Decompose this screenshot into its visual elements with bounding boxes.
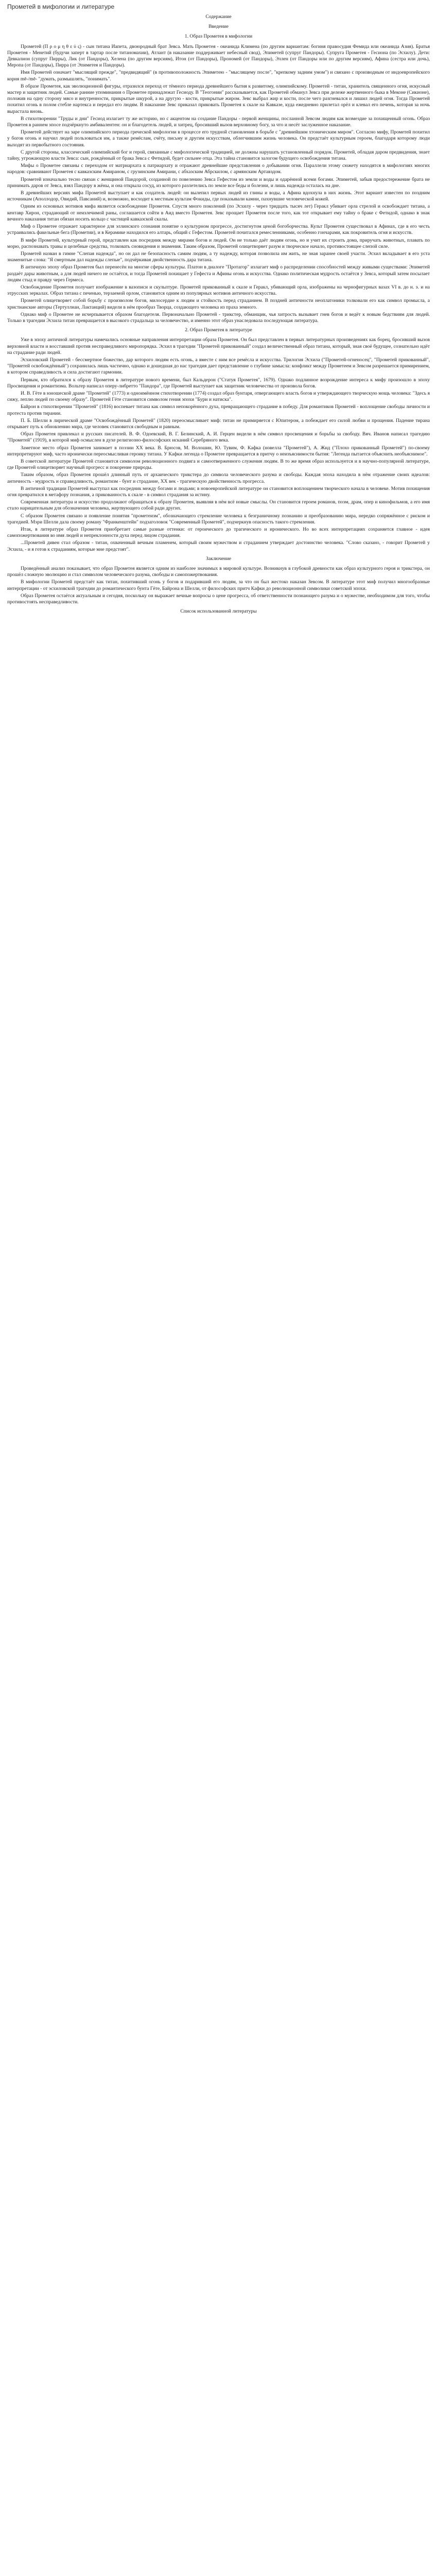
paragraph: Прометей олицетворяет собой борьбу с произволом богов, милосердие к людям и стойкость перед страданием. В поздней античности неоплатоники толковали его как символ промысла, а христианские авторы (Тертуллиан, Лактанций) видели в нём прообраз Творца, создающего человека из праха земного. [7, 298, 430, 310]
paragraph: П. Б. Шелли в лирической драме "Освобождённый Прометей" (1820) переосмысливает миф: титан не примиряется с Юпитером, а побеждает его силой любви и прощения. Падение тирана открывает путь к обновлению мира, где человек становится свободным и равным. [7, 417, 430, 430]
paragraph: Прометей действует на заре олимпийского периода греческой мифологии в процессе его трудной становления в борьбе с "древнейшим хтоническим миром". Согласно мифу, Прометей похитил у богов огонь и научил людей пользоваться им, а также ремёслам, счёту, письму и другим искусствам, облегчившим жизнь человека. Он предстаёт культурным героем, благодаря которому люди выходят из первобытного состояния. [7, 129, 430, 148]
page-title: Прометей в мифологии и литературе [7, 3, 115, 10]
paragraph: Имя Прометей означает "мыслящий прежде", "предвидящий" (в противоположность Эпиметею - "мыслящему после", "крепкому задним умом") и связано с производным от индоевропейского корня mē-/mē- "думать, размышлять, "понимать". [7, 70, 430, 82]
paragraph: В античную эпоху образ Прометея был перенесён на многие сферы культуры. Платон в диалоге "Протагор" излагает миф о распределении способностей между живыми существами: Эпиметей раздаёт дары животным, а для людей ничего не остаётся, и тогда Прометей похищает у Гефеста и Афины огонь и искусства. Однако политическая мудрость остаётся у Зевса, который затем посылает людям стыд и правду через Гермеса. [7, 264, 430, 283]
sections [7, 33, 430, 552]
paragraph: В стихотворении "Труды и дни" Гесиод излагает ту же историю, но с акцентом на создание Пандоры - первой женщины, посланной Зевсом людям как возмездие за похищенный огонь. Образ Прометея в раннем эпосе подчёркнуто амбивалентен: он и благодетель людей, и хитрец, бросивший вызов верховному богу, за что и несёт заслуженное наказание. [7, 115, 430, 128]
paragraph: С образом Прометея связано и появление понятия "прометеизм", обозначающего стремление человека к безграничному познанию и преобразованию мира, нередко сопряжённое с риском и трагедией. Мэри Шелли дала своему роману "Франкенштейн" подзаголовок "Современный Прометей", подчеркнув опасность такого стремления. [7, 513, 430, 525]
paragraph: Миф о Прометее отражает характерное для эллинского сознания понятие о культурном прогрессе, достигнутом ценой богоборчества. Культ Прометея существовал в Афинах, где в его честь устраивались факельные бега (Прометии), и в Керамике находился его алтарь, общий с Гефестом. Прометей почитался ремесленниками, особенно гончарами, как покровитель огня и искусств. [7, 224, 430, 236]
paragraph: Мифы о Прометее связаны с переходом от матриархата к патриархату и отражают древнейшие представления о добывании огня. Параллели этому сюжету находятся в мифологиях многих народов: сравнивают Прометея с кавказским Амираном, с грузинским Амирани, с абхазским Абрскилом, с армянским Артавздом. [7, 163, 430, 175]
paragraph: Прометей (Π ρ ο μ η θ ε ύ ς) - сын титана Иапета, двоюродный брат Зевса. Мать Прометея - океанида Климена (по другим вариантам: богиня правосудия Фемида или океанида Азия). Братья Прометея - Менетий (будучи заперт в тартар после титаномахии), Атлант (в наказание поддерживает небесный свод), Эпиметей (супруг Пандоры). Супруга Прометея - Гесиона (по Эсхилу). Дети: Девкалион (супруг Пирры), Лик (от Пандоры), Хелена (по другим версиям), Итон (от Пандоры), Прономей (от Пандоры), Эллен (от Пандоры или по другим версиям), Афина (сестра или дочь), Меропа (от Пандоры), Пирра (от Эпиметея и Пандоры). [7, 43, 430, 69]
paragraph: В античной традиции Прометей выступал как посредник между богами и людьми; в новоевропейской литературе он становится воплощением творческого начала в человеке. Мотив похищения огня превратился в метафору познания, а прикованность к скале - в символ страдания за истину. [7, 485, 430, 498]
paragraph: Прометей назван в гимне "Слепая надежда", но он дал не безопасность самим людям, а ту надежду, которая позволила им жить, не зная заранее своей участи. Эсхил вкладывает в его уста знаменитые слова: "Я смертным дал надежды слепые", подчёркивая двойственность дара титана. [7, 250, 430, 263]
section-heading: 1. Образ Прометея в мифологии [184, 33, 253, 40]
conclusion-body [7, 566, 430, 605]
paragraph: В образе Прометея, как эволюционной фигуры, отразился переход от тёмного периода древнейшего бытия к развитому, олимпийскому. Прометей - титан, хранитель священного огня, искусный мастер и защитник людей. Самые ранние упоминания о Прометее принадлежат Гесиоду. В "Теогонии" рассказывается, как Прометей обманул Зевса при дележе жертвенного быка в Меконе (Сикионе), положив на одну сторону мясо и внутренности, прикрытые шкурой, а на другую - кости, прикрытые жиром. Зевс выбрал жир и кости, после чего разгневался и лишил людей огня. Тогда Прометей похитил огонь в полом стебле нартекса и передал его людям. В наказание Зевс приказал приковать Прометея к скале на Кавказе, куда ежедневно прилетал орёл и клевал его печень, которая за ночь вырастала вновь. [7, 83, 430, 114]
paragraph: Проведённый анализ показывает, что образ Прометея является одним из наиболее значимых в мировой культуре. Возникнув в глубокой древности как образ культурного героя и трикстера, он прошёл сложную эволюцию и стал символом человеческого разума, свободы и самопожертвования. [7, 566, 430, 578]
bibliography-label: Список использованной литературы [180, 608, 257, 615]
paragraph: Одним из основных мотивов мифа является освобождение Прометея. Спустя много поколений (по Эсхилу - через тридцать тысяч лет) Геракл убивает орла стрелой и освобождает титана, а кентавр Хирон, страдающий от неизлечимой раны, соглашается сойти в Аид вместо Прометея. Зевс прощает Прометея после того, как тот открывает ему тайну о браке с Фетидой, однако в знак вечного наказания титан обязан носить кольцо с частицей кавказской скалы. [7, 204, 430, 222]
paragraph: ...Прометей дивен стал образом - титан, охваченный вечным пламенем, который своим мужеством и страданием утверждает достоинство человека. "Слово сказано, - говорит Прометей у Эсхила, - и я готов к страданиям, которые мне предстоят". [7, 540, 430, 552]
toc-label: Содержание [205, 14, 232, 20]
paragraph: Таким образом, образ Прометея прошёл длинный путь от архаического трикстера до символа человеческого разума и свободы. Каждая эпоха находила в нём отражение своих идеалов: античность - мудрость и справедливость, романтизм - бунт и страдание, XX век - трагическую двойственность прогресса. [7, 472, 430, 484]
paragraph: Освобождение Прометея получает изображение в вазописи и скульптуре. Прометей прикованный к скале и Геракл, убивающий орла, изображены на чернофигурных вазах VI в. до н. э. и на этрусских зеркалах. Образ титана с печенью, терзаемой орлом, становится одним из популярных мотивов античного искусства. [7, 284, 430, 297]
paragraph: Прометей изначально тесно связан с женщиной Пандорой, созданной по повелению Зевса Гефестом из земли и воды и одарённой всеми богами. Эпиметей, забыв предостережение брата не принимать даров от Зевса, взял Пандору в жёны, и она открыла сосуд, из которого разлетелись по земле все беды и болезни, и лишь надежда осталась на дне. [7, 176, 430, 189]
document [0, 0, 436, 615]
paragraph: В советской литературе Прометей становится символом революционного подвига и самоотверженного служения людям. В то же время образ используется и в научно-популярной литературе, где Прометей олицетворяет научный прогресс и покорение природы. [7, 459, 430, 471]
section-heading: 2. Образ Прометея в литературе [185, 327, 252, 333]
paragraph: Первым, кто обратился к образу Прометея в литературе нового времени, был Кальдерон ("Статуя Прометея", 1679). Однако подлинное возрождение интереса к мифу произошло в эпоху Просвещения и романтизма. Вольтер написал оперу-либретто "Пандора", где Прометей выступает как защитник человечества от произвола богов. [7, 377, 430, 389]
paragraph: Заметное место образ Прометея занимает в поэзии XX века. В. Брюсов, М. Волошин, Ю. Тувим, Ф. Кафка (новелла "Прометей"), А. Жид ("Плохо прикованный Прометей") по-своему интерпретируют миф, часто иронически переосмысливая героику титана. У Кафки легенда о Прометее превращается в притчу о неизъяснимости бытия: "Легенда пытается объяснить необъяснимое". [7, 445, 430, 457]
intro-label: Введение [208, 24, 229, 30]
paragraph: Эсхиловский Прометей - бессмертное божество, дар которого людям есть огонь, а вместе с ним все ремёсла и искусства. Трилогия Эсхила ("Прометей-огненосец", "Прометей прикованный", "Прометей освобождённый") сохранилась лишь частично, однако и дошедшая до нас трагедия дает представление о глубине замысла: конфликт между Прометеем и Зевсом разрешается примирением, в котором справедливость и сила достигают гармонии. [7, 357, 430, 376]
paragraph: Однако миф о Прометее не исчерпывается образом благодетеля. Первоначально Прометей - трикстер, обманщик, чья хитрость вызывает гнев богов и ведёт к новым бедствиям для людей. Только в трагедии Эсхила титан превращается в высокого страдальца за человечество, и именно этот образ унаследовала последующая литература. [7, 311, 430, 324]
section [7, 33, 430, 324]
paragraph: Образ Прометея остаётся актуальным и сегодня, поскольку он выражает вечные вопросы о цене прогресса, об ответственности познающего разума и о мужестве, необходимом для того, чтобы противостоять несправедливости. [7, 592, 430, 605]
paragraph: В древнейших версиях мифа Прометей выступает и как создатель людей: он вылепил первых людей из глины и воды, а Афина вдохнула в них жизнь. Этот вариант известен по поздним источникам (Аполлодор, Овидий, Павсаний) и, возможно, восходит к местным культам Фокиды, где показывали камни, пахнувшие человеческой кожей. [7, 190, 430, 202]
paragraph: Современная литература и искусство продолжают обращаться к образу Прометея, выявляя в нём всё новые смыслы. Он становится героем романов, поэм, драм, опер и кинофильмов, а его имя стало нарицательным для обозначения человека, жертвующего собой ради других. [7, 499, 430, 512]
paragraph: Байрон в стихотворении "Прометей" (1816) воспевает титана как символ непокорённого духа, превращающего страдание в победу. Для романтиков Прометей - воплощение свободы личности и протеста против тирании. [7, 404, 430, 416]
conclusion-section [7, 556, 430, 605]
paragraph: Итак, в литературе образ Прометея приобретает самые разные оттенки: от героического до трагического и иронического. Но во всех интерпретациях сохраняется главное - идея самопожертвования во имя людей и непреклонности духа перед лицом страдания. [7, 527, 430, 539]
paragraph: Образ Прометея привлекал и русских писателей. В. Ф. Одоевский, В. Г. Белинский, А. И. Герцен видели в нём символ просвещения и борьбы за свободу. Вяч. Иванов написал трагедию "Прометей" (1919), в которой миф осмыслен в духе религиозно-философских исканий Серебряного века. [7, 431, 430, 444]
paragraph: Уже в эпоху античной литературы намечались основные направления интерпретации образа Прометея. Он был представлен в первых литературных произведениях как борец, бросивший вызов верховной власти и восставший против несправедливого миропорядка. Эсхил в трагедии "Прометей прикованный" создал величественный образ титана, который, зная своё будущее, сознательно идёт на страдание ради людей. [7, 337, 430, 355]
paragraph: И. В. Гёте в юношеской драме "Прометей" (1773) и одноимённом стихотворении (1774) создал образ бунтаря, отвергающего власть богов и утверждающего творческую мощь человека: "Здесь я сижу, леплю людей по своему образу". Прометей Гёте становится символом гения эпохи "Бури и натиска". [7, 390, 430, 403]
paragraph: С другой стороны, классический олимпийский бог и герой, связанные с мифологической традицией, не должны нарушать установленный порядок. Прометей, обладая даром предвидения, знает тайну, угрожающую власти Зевса: сын, рождённый от брака Зевса с Фетидой, будет сильнее отца. Эта тайна становится залогом будущего освобождения титана. [7, 149, 430, 162]
paragraph: В мифологии Прометей предстаёт как титан, похитивший огонь у богов и подаривший его людям, за что он был жестоко наказан Зевсом. В литературе этот миф получил многообразные интерпретации - от эсхиловской трагедии до романтического бунта Гёте, Байрона и Шелли, от философских притч Кафки до революционной символики советской эпохи. [7, 579, 430, 591]
paragraph: В мифе Прометей, культурный герой, представлен как посредник между мирами богов и людей. Он не только даёт людям огонь, но и учит их строить дома, приручать животных, плавать по морю, распознавать травы и целебные средства, толковать сновидения и знамения. Таким образом, Прометей олицетворяет разум и творческое начало, противостоящее слепой силе. [7, 237, 430, 249]
conclusion-heading: Заключение [206, 555, 231, 562]
section [7, 327, 430, 553]
